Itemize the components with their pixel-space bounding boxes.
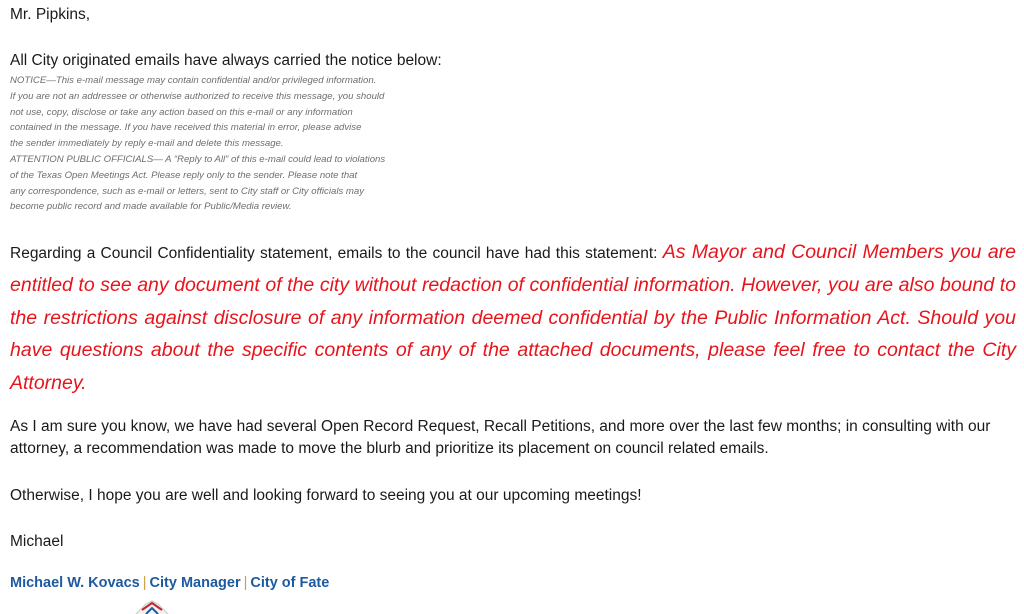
notice-line: contained in the message. If you have received this material in error, please advise [10, 122, 362, 134]
notice-line: ATTENTION PUBLIC OFFICIALS— A “Reply to All” of this e-mail could lead to violations [10, 153, 386, 165]
notice-line: any correspondence, such as e-mail or letters, sent to City staff or City officials may [10, 185, 365, 197]
sign-off: Michael [10, 533, 64, 550]
notice-line: become public record and made available for Public/Media review. [10, 201, 292, 213]
confidentiality-lead: Regarding a Council Confidentiality statement, emails to the council have had this statement: [10, 245, 658, 262]
confidentiality-paragraph [10, 237, 1016, 401]
greeting: Mr. Pipkins, [10, 6, 91, 23]
notice-line: not use, copy, disclose or take any action based on this e-mail or any information [10, 106, 353, 118]
closing-paragraph: Otherwise, I hope you are well and looking forward to seeing you at our upcoming meetings! [10, 487, 642, 504]
signature-separator: | [142, 575, 147, 591]
notice-line: the sender immediately by reply e-mail and delete this message. [10, 138, 284, 150]
signature-title: City Manager [149, 575, 241, 591]
signature-organization: City of Fate [250, 575, 330, 591]
notice-line: If you are not an addressee or otherwise authorized to receive this message, you should [10, 90, 385, 102]
signature-line [10, 575, 329, 591]
legal-notice [10, 73, 385, 215]
signature-name: Michael W. Kovacs [10, 575, 140, 591]
confidentiality-statement: As Mayor and Council Members you are entitled to see any document of the city without redaction of confidential information. However, you are also bound to the restrictions against disclosure of any information deemed confidential by the Public Information Act. Should you have questions about the specific contents of any of the attached documents, please feel free to contact the City Attorney. [10, 241, 1017, 395]
signature-separator: | [243, 575, 248, 591]
body-paragraph: As I am sure you know, we have had several Open Record Request, Recall Petitions, and more over the last few months; in consulting with our attorney, a recommendation was made to move the blurb and prioritize its placement on council related emails. [10, 418, 991, 457]
notice-intro: All City originated emails have always carried the notice below: [10, 52, 442, 69]
city-logo-icon [126, 598, 178, 614]
notice-line: of the Texas Open Meetings Act. Please reply only to the sender. Please note that [10, 169, 358, 181]
notice-line: NOTICE—This e-mail message may contain confidential and/or privileged information. [10, 75, 377, 86]
